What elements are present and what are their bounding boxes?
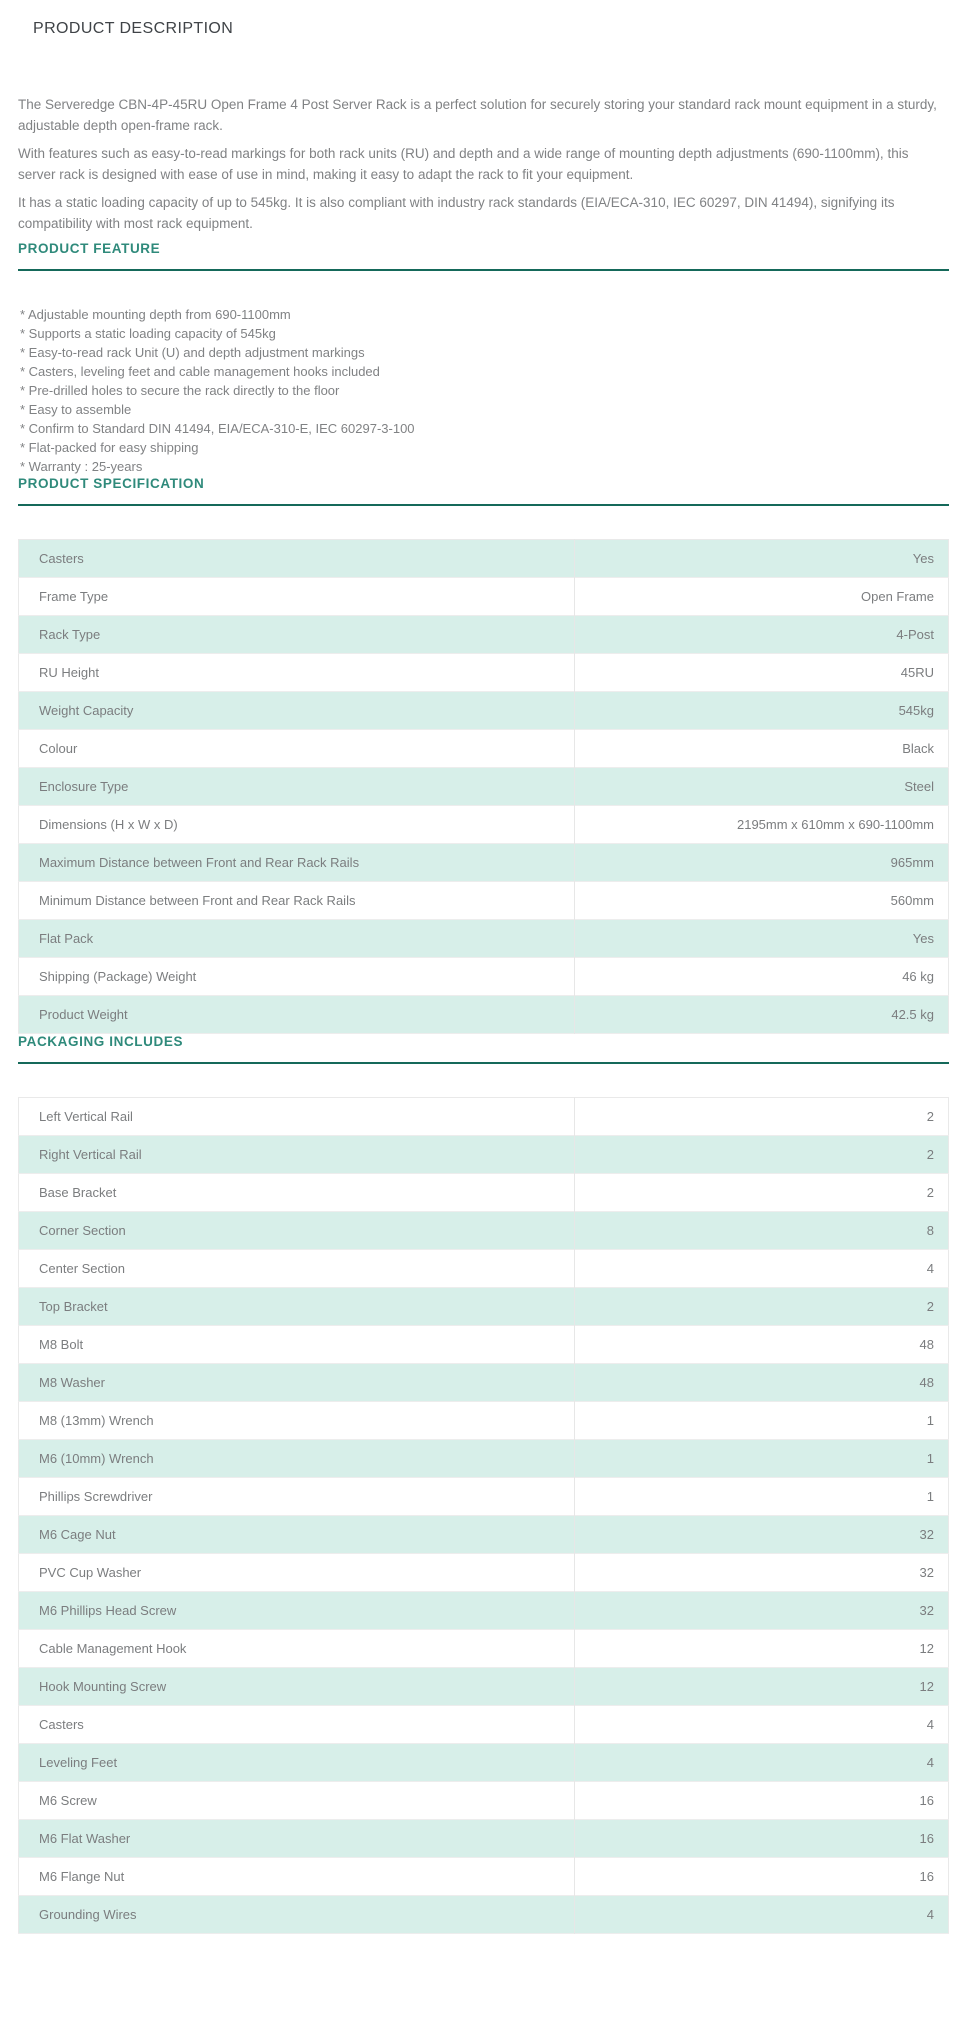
table-row	[19, 1554, 949, 1592]
feature-item: * Easy to assemble	[20, 402, 132, 417]
table-row	[19, 1136, 949, 1174]
row-value: 560mm	[890, 893, 934, 908]
row-value: 4-Post	[896, 627, 934, 642]
row-value: 45RU	[900, 665, 934, 680]
row-label: M8 (13mm) Wrench	[19, 1402, 575, 1440]
row-label: M8 Bolt	[19, 1326, 575, 1364]
row-label: M6 Phillips Head Screw	[19, 1592, 575, 1630]
feature-item: * Warranty : 25-years	[20, 459, 143, 474]
row-value: 4	[926, 1261, 934, 1276]
description-paragraph: The Serveredge CBN-4P-45RU Open Frame 4 Post Server Rack is a perfect solution for securely storing your standard rack mount equipment in a sturdy, adjustable depth open-frame rack.	[18, 97, 937, 133]
table-row	[19, 1402, 949, 1440]
row-label: M6 Cage Nut	[19, 1516, 575, 1554]
feature-item: * Easy-to-read rack Unit (U) and depth adjustment markings	[20, 345, 365, 360]
table-row	[19, 1098, 949, 1136]
row-label: M6 Flange Nut	[19, 1858, 575, 1896]
product-feature-heading: PRODUCT FEATURE	[18, 241, 949, 271]
row-label: Leveling Feet	[19, 1744, 575, 1782]
row-value: 16	[919, 1793, 934, 1808]
row-label: Left Vertical Rail	[19, 1098, 575, 1136]
table-row	[19, 1820, 949, 1858]
feature-item: * Pre-drilled holes to secure the rack directly to the floor	[20, 383, 340, 398]
table-row	[19, 996, 949, 1034]
packaging-includes-heading: PACKAGING INCLUDES	[18, 1034, 949, 1064]
product-description-text	[18, 94, 949, 234]
row-label: RU Height	[19, 654, 575, 692]
row-value: Yes	[912, 931, 934, 946]
table-row	[19, 1440, 949, 1478]
table-row	[19, 1250, 949, 1288]
row-value: Steel	[904, 779, 934, 794]
row-value: 2	[926, 1185, 934, 1200]
row-label: Base Bracket	[19, 1174, 575, 1212]
table-row	[19, 1858, 949, 1896]
table-row	[19, 616, 949, 654]
row-value: 16	[919, 1831, 934, 1846]
product-specification-heading: PRODUCT SPECIFICATION	[18, 476, 949, 506]
table-row	[19, 1744, 949, 1782]
table-row	[19, 1326, 949, 1364]
row-label: Enclosure Type	[19, 768, 575, 806]
table-row	[19, 1668, 949, 1706]
product-specification-section	[18, 476, 949, 1034]
table-row	[19, 1288, 949, 1326]
row-value: 32	[919, 1565, 934, 1580]
row-label: Shipping (Package) Weight	[19, 958, 575, 996]
row-value: 12	[919, 1679, 934, 1694]
specification-table	[18, 539, 949, 1034]
row-label: Casters	[19, 1706, 575, 1744]
table-row	[19, 578, 949, 616]
row-value: 48	[919, 1375, 934, 1390]
row-value: 32	[919, 1527, 934, 1542]
row-label: M6 (10mm) Wrench	[19, 1440, 575, 1478]
row-value: 1	[926, 1489, 934, 1504]
table-row	[19, 958, 949, 996]
table-row	[19, 882, 949, 920]
row-label: Rack Type	[19, 616, 575, 654]
feature-item: * Confirm to Standard DIN 41494, EIA/ECA-310-E, IEC 60297-3-100	[20, 421, 415, 436]
row-label: M6 Flat Washer	[19, 1820, 575, 1858]
table-row	[19, 692, 949, 730]
row-value: 4	[926, 1755, 934, 1770]
row-value: Yes	[912, 551, 934, 566]
row-value: 4	[926, 1907, 934, 1922]
row-label: Flat Pack	[19, 920, 575, 958]
row-label: Minimum Distance between Front and Rear Rack Rails	[19, 882, 575, 920]
packaging-table	[18, 1097, 949, 1934]
row-value: 545kg	[898, 703, 934, 718]
row-value: 2	[926, 1109, 934, 1124]
feature-item: * Casters, leveling feet and cable management hooks included	[20, 364, 380, 379]
table-row	[19, 540, 949, 578]
row-label: Top Bracket	[19, 1288, 575, 1326]
feature-item: * Supports a static loading capacity of 545kg	[20, 326, 276, 341]
table-row	[19, 844, 949, 882]
row-label: Colour	[19, 730, 575, 768]
row-label: Product Weight	[19, 996, 575, 1034]
table-row	[19, 806, 949, 844]
row-value: 46 kg	[902, 969, 934, 984]
row-value: 4	[926, 1717, 934, 1732]
row-value: Open Frame	[861, 589, 934, 604]
feature-item: * Adjustable mounting depth from 690-1100mm	[20, 307, 291, 322]
description-paragraph: With features such as easy-to-read markings for both rack units (RU) and depth and a wide range of mounting depth adjustments (690-1100mm), this server rack is designed with ease of use in mind, making it easy to adapt the rack to fit your equipment.	[18, 146, 909, 182]
row-label: Corner Section	[19, 1212, 575, 1250]
row-label: Grounding Wires	[19, 1896, 575, 1934]
table-row	[19, 1364, 949, 1402]
table-row	[19, 1782, 949, 1820]
row-value: 2	[926, 1299, 934, 1314]
row-value: 1	[926, 1413, 934, 1428]
row-value: 12	[919, 1641, 934, 1656]
row-label: Weight Capacity	[19, 692, 575, 730]
row-value: 48	[919, 1337, 934, 1352]
row-label: Dimensions (H x W x D)	[19, 806, 575, 844]
row-value: 16	[919, 1869, 934, 1884]
row-label: Maximum Distance between Front and Rear Rack Rails	[19, 844, 575, 882]
row-label: Center Section	[19, 1250, 575, 1288]
row-label: PVC Cup Washer	[19, 1554, 575, 1592]
table-row	[19, 1592, 949, 1630]
feature-item: * Flat-packed for easy shipping	[20, 440, 199, 455]
row-label: Hook Mounting Screw	[19, 1668, 575, 1706]
feature-list	[18, 305, 949, 476]
table-row	[19, 1706, 949, 1744]
row-value: 32	[919, 1603, 934, 1618]
table-row	[19, 1212, 949, 1250]
table-row	[19, 1896, 949, 1934]
row-value: 8	[926, 1223, 934, 1238]
product-feature-section	[18, 241, 949, 476]
row-value: Black	[902, 741, 934, 756]
row-value: 42.5 kg	[891, 1007, 934, 1022]
row-value: 965mm	[890, 855, 934, 870]
description-paragraph: It has a static loading capacity of up to 545kg. It is also compliant with industry rack standards (EIA/ECA-310, IEC 60297, DIN 41494), signifying its compatibility with most rack equipment.	[18, 195, 895, 231]
row-label: M6 Screw	[19, 1782, 575, 1820]
row-label: Cable Management Hook	[19, 1630, 575, 1668]
row-label: Casters	[19, 540, 575, 578]
table-row	[19, 654, 949, 692]
table-row	[19, 1174, 949, 1212]
row-value: 2	[926, 1147, 934, 1162]
table-row	[19, 768, 949, 806]
table-row	[19, 1516, 949, 1554]
packaging-includes-section	[18, 1034, 949, 1934]
row-label: Frame Type	[19, 578, 575, 616]
row-label: Right Vertical Rail	[19, 1136, 575, 1174]
table-row	[19, 1478, 949, 1516]
table-row	[19, 1630, 949, 1668]
table-row	[19, 730, 949, 768]
row-value: 2195mm x 610mm x 690-1100mm	[736, 817, 934, 832]
table-row	[19, 920, 949, 958]
page-title: PRODUCT DESCRIPTION	[33, 20, 234, 37]
row-value: 1	[926, 1451, 934, 1466]
row-label: Phillips Screwdriver	[19, 1478, 575, 1516]
row-label: M8 Washer	[19, 1364, 575, 1402]
